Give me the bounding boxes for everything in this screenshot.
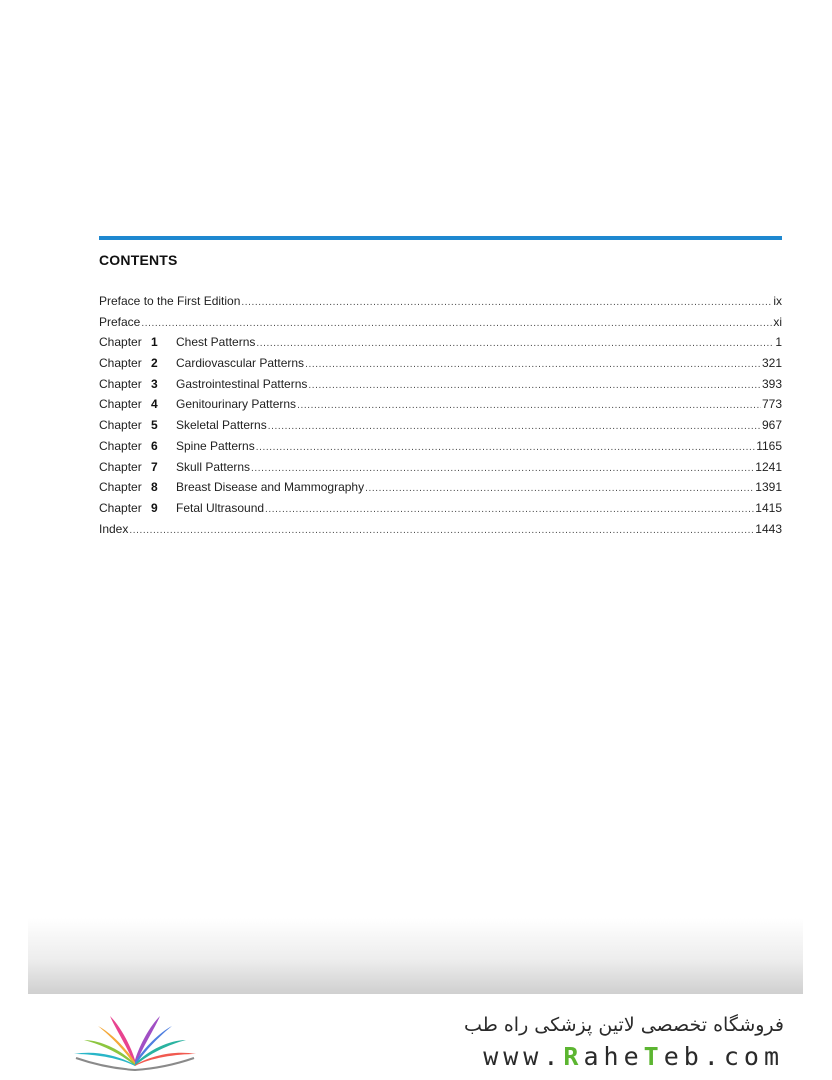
entry-title: Spine Patterns xyxy=(176,438,255,453)
entry-page: 1 xyxy=(775,335,782,350)
url-accent-letter: T xyxy=(643,1042,664,1071)
toc-entry-chapter-3[interactable] xyxy=(99,374,782,395)
table-of-contents xyxy=(99,236,782,539)
chapter-label: Chapter xyxy=(99,480,142,495)
toc-entry-chapter-8[interactable] xyxy=(99,477,782,498)
entry-title: Preface xyxy=(99,314,141,329)
toc-entry-chapter-9[interactable] xyxy=(99,498,782,519)
chapter-label: Chapter xyxy=(99,459,142,474)
toc-entry-chapter-5[interactable] xyxy=(99,415,782,436)
dot-leader xyxy=(141,314,772,335)
dot-leader xyxy=(265,500,754,521)
chapter-number: 7 xyxy=(151,459,158,474)
toc-entry-chapter-6[interactable] xyxy=(99,436,782,457)
entry-title: Skull Patterns xyxy=(176,459,251,474)
entry-page: 1241 xyxy=(755,459,782,474)
entry-page: 1443 xyxy=(755,521,782,536)
site-url[interactable] xyxy=(483,1042,784,1071)
chapter-number: 9 xyxy=(151,500,158,515)
dot-leader xyxy=(256,334,774,355)
toc-entry-preface[interactable] xyxy=(99,312,782,333)
entry-page: 321 xyxy=(761,356,782,371)
dot-leader xyxy=(129,521,754,542)
dot-leader xyxy=(305,355,761,376)
chapter-number: 2 xyxy=(151,356,158,371)
dot-leader xyxy=(297,396,761,417)
dot-leader xyxy=(256,438,755,459)
chapter-label: Chapter xyxy=(99,438,142,453)
url-part: www. xyxy=(483,1042,564,1071)
entry-page: 1165 xyxy=(756,438,782,453)
entry-page: xi xyxy=(773,314,782,329)
chapter-label: Chapter xyxy=(99,397,142,412)
entry-title: Breast Disease and Mammography xyxy=(176,480,365,495)
url-accent-letter: R xyxy=(563,1042,584,1071)
dot-leader xyxy=(241,293,772,314)
entry-page: 393 xyxy=(761,376,782,391)
toc-list xyxy=(99,291,782,539)
entry-title: Chest Patterns xyxy=(176,335,256,350)
chapter-number: 6 xyxy=(151,438,158,453)
toc-entry-chapter-7[interactable] xyxy=(99,457,782,478)
chapter-label: Chapter xyxy=(99,356,142,371)
dot-leader xyxy=(251,459,754,480)
entry-page: 967 xyxy=(761,418,782,433)
entry-page: 773 xyxy=(761,397,782,412)
heading-rule xyxy=(99,236,782,240)
entry-title: Cardiovascular Patterns xyxy=(176,356,305,371)
entry-page: 1391 xyxy=(755,480,782,495)
chapter-number: 8 xyxy=(151,480,158,495)
page-shadow xyxy=(28,918,803,994)
watermark-footer xyxy=(0,994,832,1080)
toc-entry-chapter-4[interactable] xyxy=(99,394,782,415)
open-book-logo-icon xyxy=(70,1008,200,1074)
entry-title: Gastrointestinal Patterns xyxy=(176,376,308,391)
chapter-number: 4 xyxy=(151,397,158,412)
chapter-number: 3 xyxy=(151,376,158,391)
toc-entry-preface-first-edition[interactable] xyxy=(99,291,782,312)
entry-title: Preface to the First Edition xyxy=(99,294,241,308)
entry-page: 1415 xyxy=(755,500,782,515)
entry-page: ix xyxy=(773,294,782,308)
url-part: ahe xyxy=(583,1042,644,1071)
entry-title: Index xyxy=(99,521,129,536)
chapter-label: Chapter xyxy=(99,376,142,391)
dot-leader xyxy=(308,376,761,397)
entry-title: Skeletal Patterns xyxy=(176,418,267,433)
toc-entry-chapter-1[interactable] xyxy=(99,332,782,353)
dot-leader xyxy=(365,479,754,500)
entry-title: Genitourinary Patterns xyxy=(176,397,297,412)
toc-entry-index[interactable] xyxy=(99,519,782,540)
url-part: eb.com xyxy=(663,1042,784,1071)
contents-heading: CONTENTS xyxy=(99,252,178,268)
dot-leader xyxy=(268,417,761,438)
entry-title: Fetal Ultrasound xyxy=(176,500,265,515)
chapter-number: 5 xyxy=(151,418,158,433)
chapter-label: Chapter xyxy=(99,500,142,515)
chapter-number: 1 xyxy=(151,335,158,350)
chapter-label: Chapter xyxy=(99,418,142,433)
chapter-label: Chapter xyxy=(99,335,142,350)
toc-entry-chapter-2[interactable] xyxy=(99,353,782,374)
store-name: فروشگاه تخصصی لاتین پزشکی راه طب xyxy=(464,1014,784,1036)
